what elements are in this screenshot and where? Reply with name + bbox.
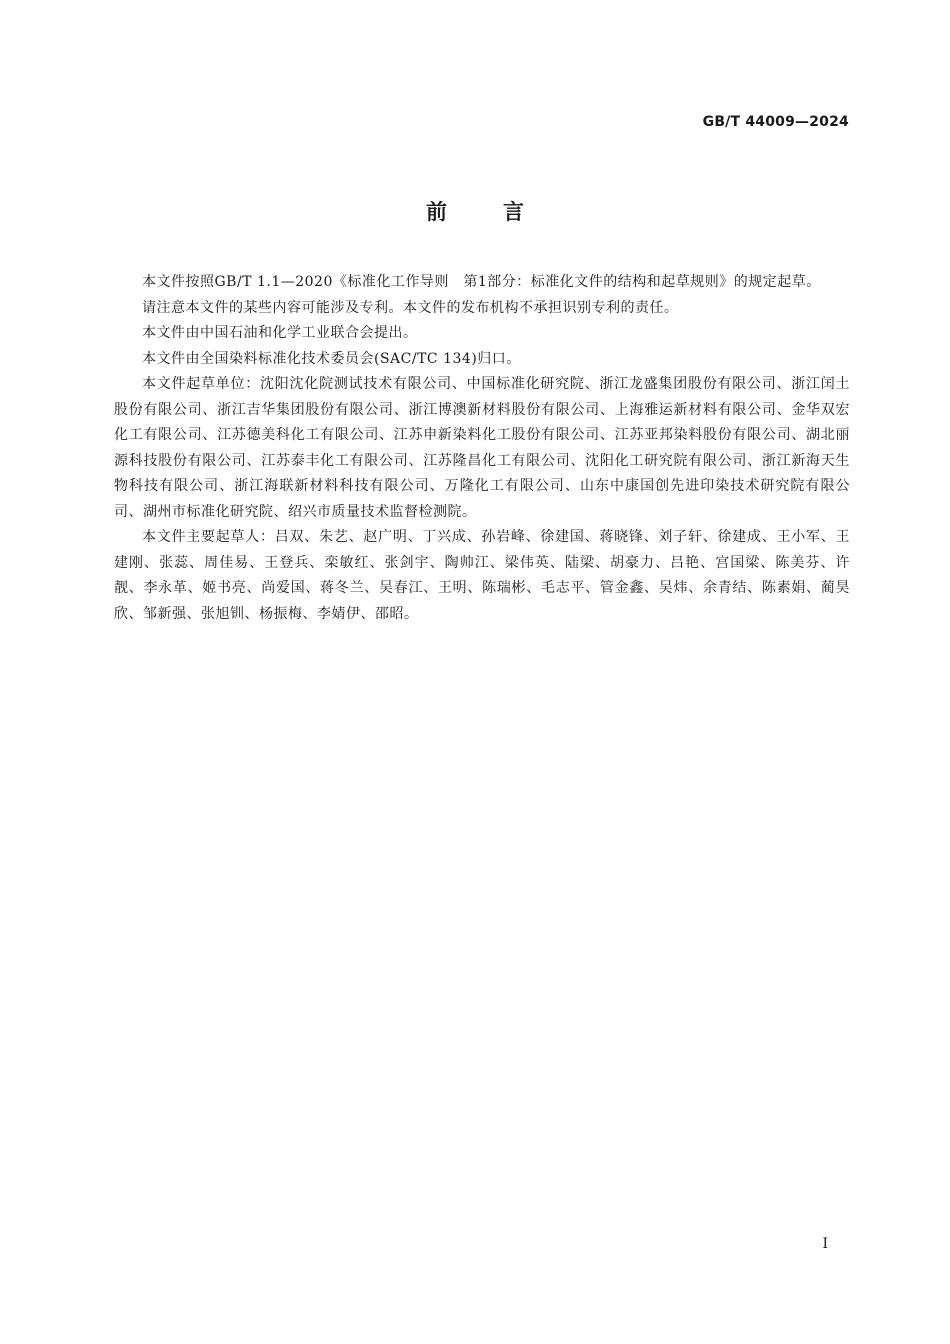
page-title: 前言 xyxy=(426,200,580,224)
standard-code: GB/T 44009—2024 xyxy=(702,114,849,130)
paragraph-drafters: 本文件主要起草人：吕双、朱艺、赵广明、丁兴成、孙岩峰、徐建国、蒋晓锋、刘子轩、徐建成、王小军、王建刚、张蕊、周佳易、王登兵、栾敏红、张剑宇、陶帅江、梁伟英、陆梁、胡豪力、吕艳、宫国梁、陈美芬、许靓、李永革、姬书亮、尚爱国、蒋冬兰、吴春江、王明、陈瑞彬、毛志平、管金鑫、吴炜、余青结、陈素娟、蔺昊欣、邹新强、张旭钏、杨振梅、李婧伊、邵昭。 xyxy=(114,529,850,622)
paragraph-drafting-rules: 本文件按照GB/T 1.1—2020《标准化工作导则 第1部分：标准化文件的结构和起草规则》的规定起草。 xyxy=(142,274,821,290)
paragraph-drafting-units: 本文件起草单位：沈阳沈化院测试技术有限公司、中国标准化研究院、浙江龙盛集团股份有限公司、浙江闰土股份有限公司、浙江吉华集团股份有限公司、浙江博澳新材料股份有限公司、上海雅运新材料有限公司、金华双宏化工有限公司、江苏德美科化工有限公司、江苏申新染料化工股份有限公司、江苏亚邦染料股份有限公司、湖北丽源科技股份有限公司、江苏泰丰化工有限公司、江苏隆昌化工有限公司、沈阳化工研究院有限公司、浙江新海天生物科技有限公司、浙江海联新材料科技有限公司、万隆化工有限公司、山东中康国创先进印染技术研究院有限公司、湖州市标准化研究院、绍兴市质量技术监督检测院。 xyxy=(114,376,850,520)
paragraph-patent-notice: 请注意本文件的某些内容可能涉及专利。本文件的发布机构不承担识别专利的责任。 xyxy=(142,299,679,316)
paragraph-proposed-by: 本文件由中国石油和化学工业联合会提出。 xyxy=(142,325,418,341)
document-body xyxy=(114,270,850,627)
paragraph-technical-committee: 本文件由全国染料标准化技术委员会(SAC/TC 134)归口。 xyxy=(142,350,521,367)
page-number: I xyxy=(822,1236,828,1252)
